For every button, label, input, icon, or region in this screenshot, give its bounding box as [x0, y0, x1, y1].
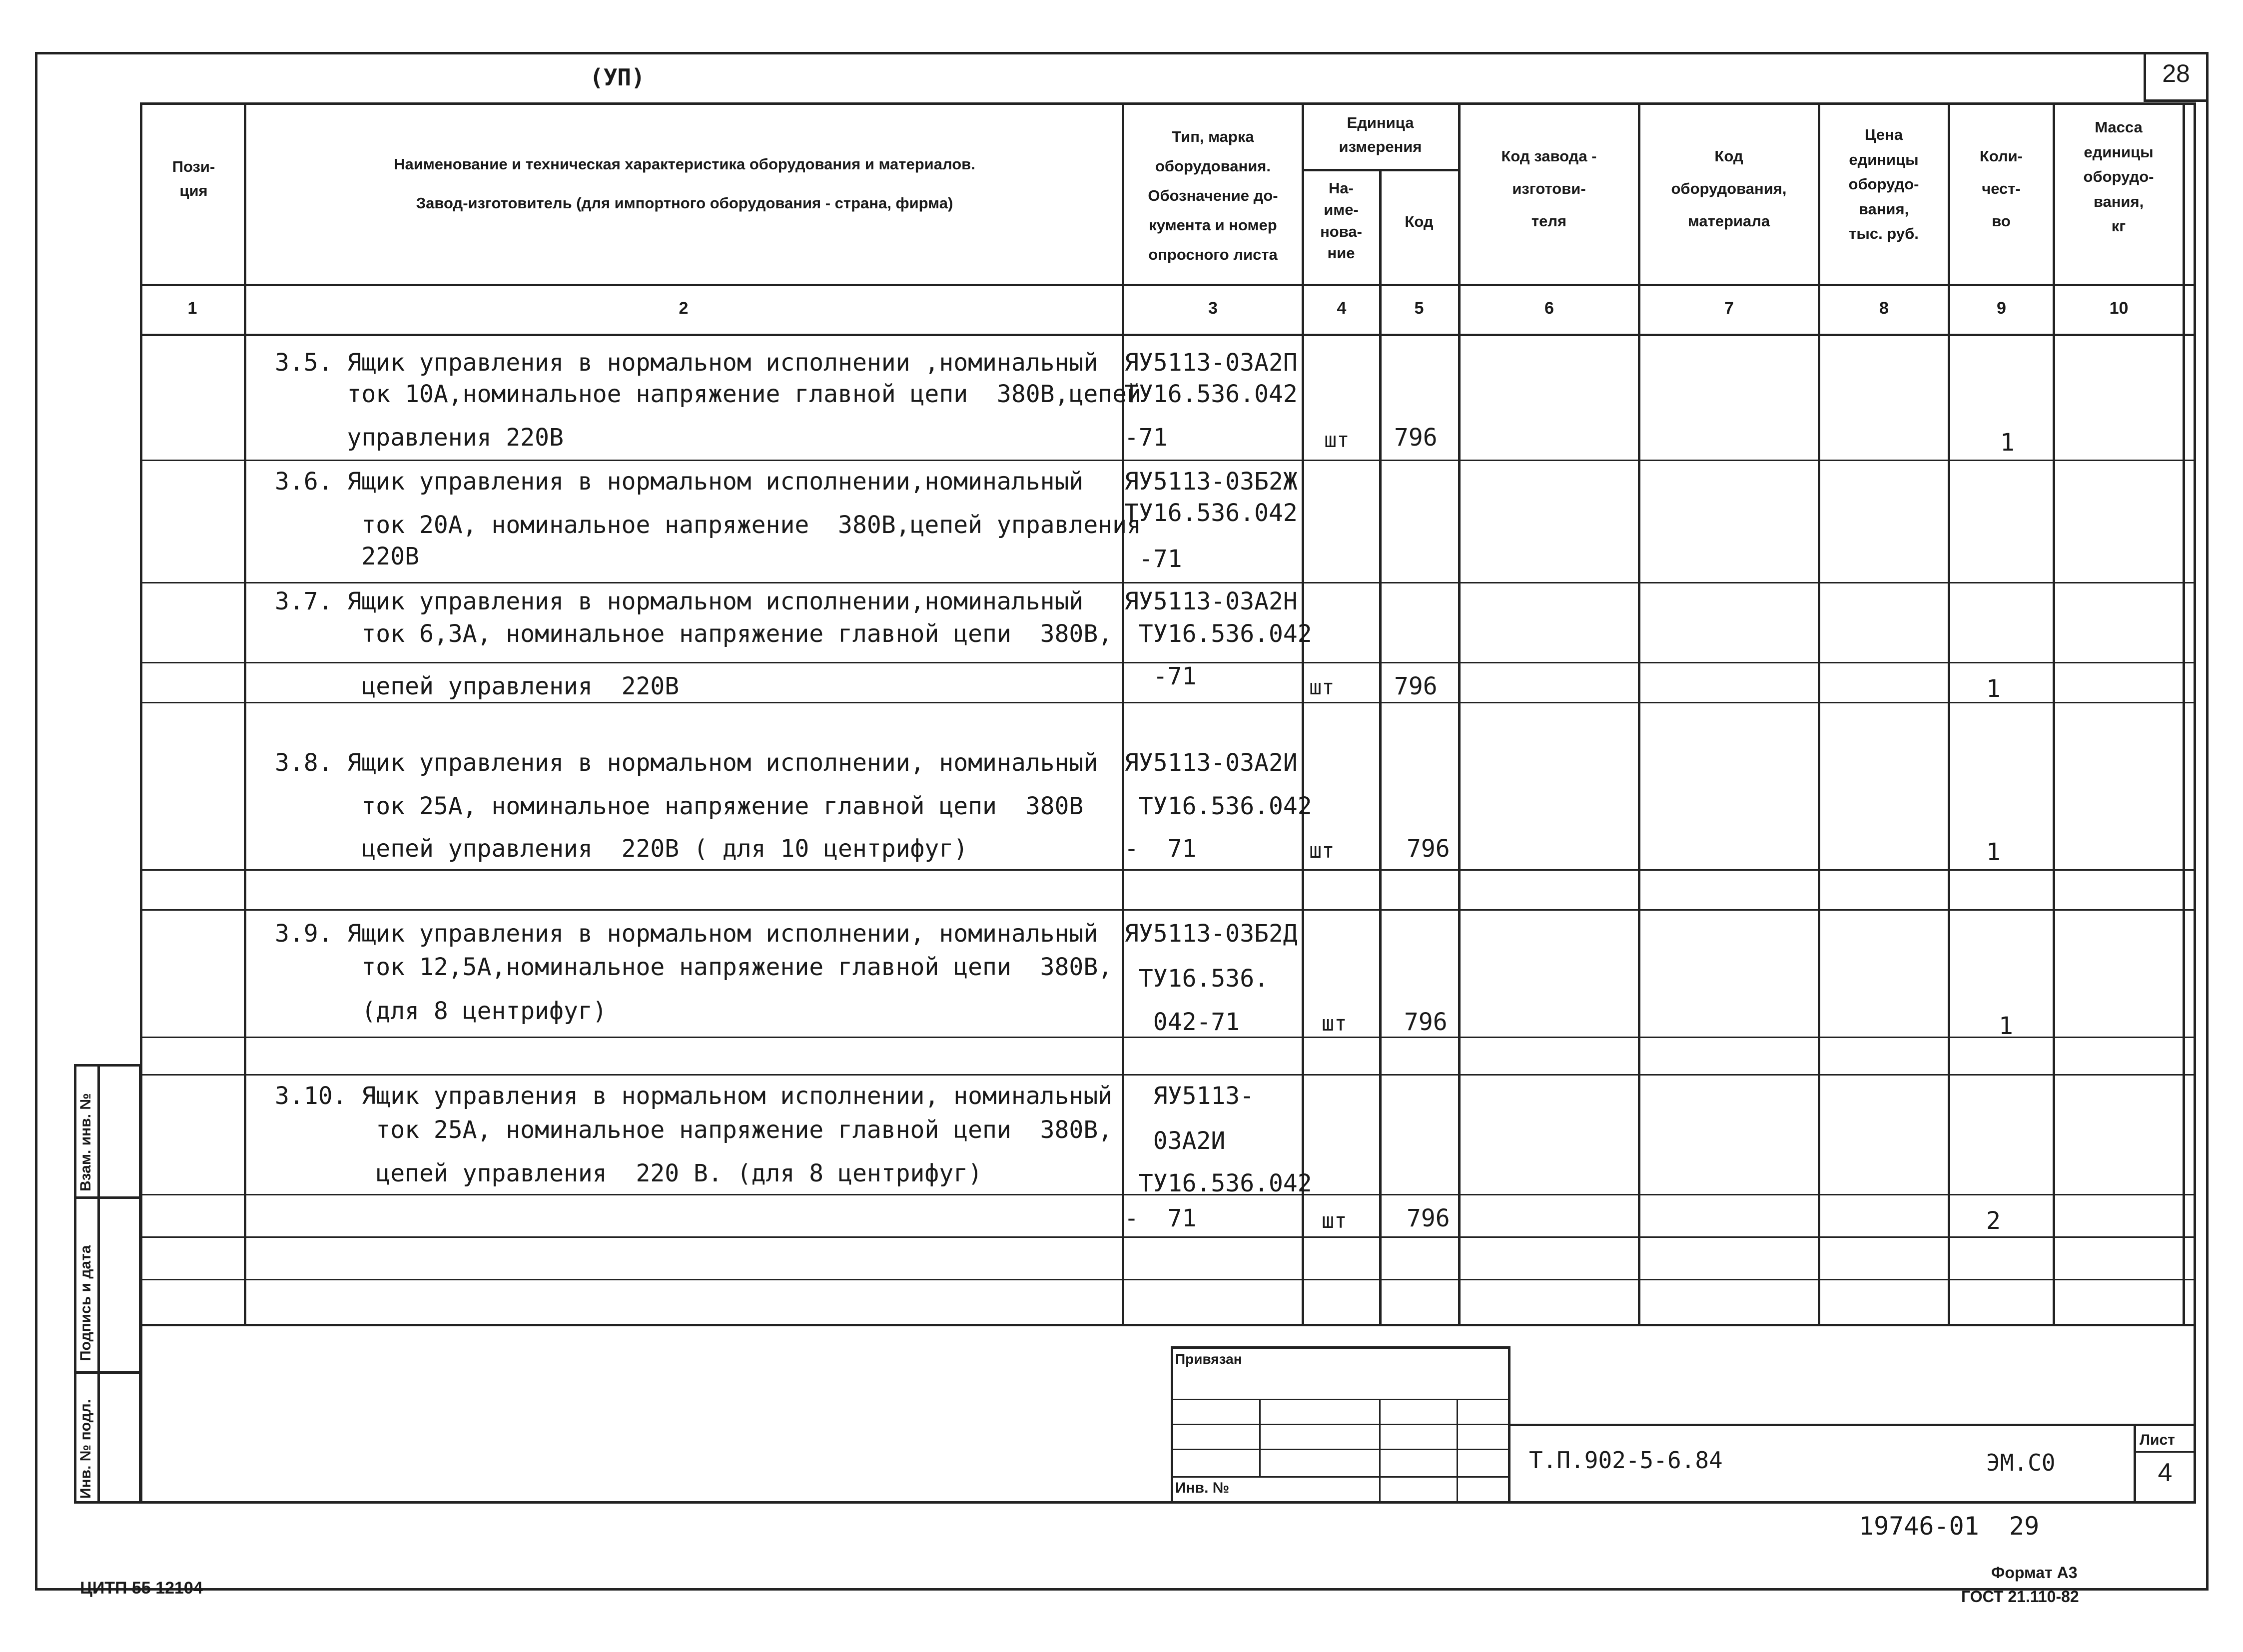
row-type: 03А2И: [1124, 1127, 1226, 1155]
header-bottom-line: [140, 284, 2196, 286]
row-name: управления 220В: [275, 424, 564, 452]
header-equipment-code: Код оборудования, материала: [1671, 147, 1787, 230]
header-factory-code: Код завода - изготови- теля: [1501, 147, 1597, 230]
section-marker: (УП): [590, 64, 645, 91]
row-quantity: 1: [2000, 429, 2015, 457]
row-unit: шт: [1322, 1208, 1347, 1233]
stamp-left-border: [140, 1324, 142, 1503]
header-unit-divider: [1302, 169, 1458, 171]
side-label-inv-podl: Инв. № подл.: [77, 1399, 94, 1499]
row-quantity: 1: [1986, 838, 2001, 866]
row-type: ТУ16.536.042: [1124, 380, 1298, 408]
privyazan-line: [1171, 1476, 1510, 1478]
row-type: ЯУ5113-03Б2Ж: [1124, 468, 1298, 496]
row-line: [140, 702, 2196, 703]
privyazan-label: Привязан: [1175, 1351, 1242, 1367]
privyazan-col: [1379, 1399, 1381, 1504]
row-type: -71: [1124, 424, 1168, 452]
row-line: [140, 1279, 2196, 1280]
row-line: [140, 1074, 2196, 1076]
row-unit: шт: [1309, 838, 1335, 863]
header-position: Пози- ция: [172, 158, 215, 200]
footer-format: Формат А3: [1991, 1564, 2078, 1582]
row-name: ток 6,3А, номинальное напряжение главной цепи 380В,: [275, 620, 1113, 648]
row-name: 3.10. Ящик управления в нормальном исполнении, номинальный: [275, 1082, 1113, 1110]
col-line: [1379, 170, 1382, 1326]
header-price: Цена единицы оборудо- вания, тыс. руб.: [1848, 126, 1919, 243]
doc-mark: ЭМ.С0: [1986, 1449, 2056, 1476]
row-type: -71: [1124, 662, 1197, 690]
privyazan-line: [1171, 1449, 1510, 1450]
row-name: 3.9. Ящик управления в нормальном исполнении, номинальный: [275, 920, 1098, 948]
row-line: [140, 1236, 2196, 1238]
row-name: 3.5. Ящик управления в нормальном исполнении ,номинальный: [275, 349, 1098, 377]
row-unit: шт: [1322, 1011, 1347, 1036]
col-number: 4: [1337, 299, 1347, 318]
row-line: [140, 909, 2196, 911]
row-type: ЯУ5113-03А2П: [1124, 349, 1298, 377]
row-name: ток 12,5А,номинальное напряжение главной цепи 380В,: [275, 953, 1113, 981]
row-unit-code: 796: [1407, 835, 1450, 863]
header-unit-group: Единица измерения: [1339, 114, 1422, 156]
col-number: 3: [1208, 299, 1218, 318]
side-label-vzam: Взам. инв. №: [77, 1093, 94, 1191]
row-type: ТУ16.536.042: [1124, 792, 1312, 820]
row-name: цепей управления 220В ( для 10 центрифуг): [275, 835, 968, 863]
row-unit-code: 796: [1407, 1204, 1450, 1232]
side-strip-divider: [97, 1064, 100, 1504]
header-quantity: Коли- чест- во: [1979, 147, 2023, 230]
footer-gost: ГОСТ 21.110-82: [1961, 1588, 2079, 1606]
row-name: 3.8. Ящик управления в нормальном исполнении, номинальный: [275, 749, 1098, 777]
row-name: ток 25А, номинальное напряжение главной цепи 380В: [275, 792, 1084, 820]
row-type: ТУ16.536.: [1124, 965, 1269, 993]
privyazan-col: [1457, 1399, 1458, 1504]
list-number: 4: [2158, 1458, 2173, 1487]
header-type: Тип, марка оборудования. Обозначение до- кумента и номер опросного листа: [1148, 128, 1278, 263]
row-line: [140, 460, 2196, 461]
row-unit-code: 796: [1404, 1008, 1448, 1036]
privyazan-line: [1171, 1399, 1510, 1400]
row-name: 220В: [275, 543, 419, 570]
row-type: ЯУ5113-: [1124, 1082, 1255, 1110]
header-mass: Масса единицы оборудо- вания, кг: [2083, 118, 2154, 235]
row-name: цепей управления 220 В. (для 8 центрифуг): [275, 1159, 983, 1187]
row-type: ТУ16.536.042: [1124, 499, 1298, 527]
row-line: [140, 869, 2196, 871]
col-number: 6: [1544, 299, 1554, 318]
row-unit-code: 796: [1394, 672, 1438, 700]
col-number: 1: [187, 299, 197, 318]
row-name: 3.6. Ящик управления в нормальном исполнении,номинальный: [275, 468, 1084, 496]
row-type: ЯУ5113-03Б2Д: [1124, 920, 1298, 948]
list-box-line: [2134, 1451, 2196, 1453]
page-number: 28: [2162, 59, 2190, 87]
row-type: -71: [1124, 545, 1182, 573]
inv-no-label: Инв. №: [1175, 1480, 1230, 1496]
privyazan-line: [1171, 1424, 1510, 1425]
col-number: 5: [1414, 299, 1424, 318]
row-type: - 71: [1124, 1204, 1197, 1232]
row-type: ТУ16.536.042: [1124, 1169, 1312, 1197]
number-row-line: [140, 334, 2196, 336]
row-quantity: 1: [1999, 1012, 2013, 1040]
row-name: цепей управления 220В: [275, 672, 680, 700]
row-line: [140, 1037, 2196, 1038]
side-strip-line: [74, 1371, 141, 1374]
row-name: ток 10А,номинальное напряжение главной цепи 380В,цепей: [275, 380, 1141, 408]
header-unit-code: Код: [1405, 213, 1434, 230]
col-number: 10: [2109, 299, 2129, 318]
row-quantity: 1: [1986, 675, 2001, 703]
col-number: 7: [1724, 299, 1734, 318]
row-quantity: 2: [1986, 1207, 2001, 1235]
row-name: 3.7. Ящик управления в нормальном исполнении,номинальный: [275, 587, 1084, 615]
row-unit: шт: [1324, 428, 1350, 452]
row-unit: шт: [1309, 675, 1335, 699]
side-label-podpis: Подпись и дата: [77, 1245, 94, 1361]
header-name: Наименование и техническая характеристика оборудования и материалов. Завод-изготовитель (для импортного оборудования - страна, фирма): [394, 155, 975, 212]
row-line: [140, 582, 2196, 583]
row-type: ЯУ5113-03А2Н: [1124, 587, 1298, 615]
footer-left: ЦИТП 55 12104: [80, 1579, 203, 1598]
row-type: 042-71: [1124, 1008, 1240, 1036]
header-unit-name: На- име- нова- ние: [1320, 179, 1362, 262]
col-number: 8: [1879, 299, 1889, 318]
row-name: (для 8 центрифуг): [275, 997, 607, 1025]
archive-number: 19746-01 29: [1859, 1512, 2040, 1541]
row-name: ток 20А, номинальное напряжение 380В,цепей управления: [275, 511, 1141, 539]
col-number: 2: [679, 299, 689, 318]
row-type: - 71: [1124, 835, 1197, 863]
privyazan-col: [1259, 1399, 1261, 1476]
side-strip-line: [74, 1196, 141, 1199]
doc-code: Т.П.902-5-6.84: [1529, 1447, 1723, 1474]
row-type: ЯУ5113-03А2И: [1124, 749, 1298, 777]
list-label: Лист: [2140, 1432, 2175, 1448]
row-type: ТУ16.536.042: [1124, 620, 1312, 648]
col-number: 9: [1997, 299, 2006, 318]
row-unit-code: 796: [1394, 424, 1438, 452]
table-bottom-line: [140, 1324, 2196, 1326]
row-name: ток 25А, номинальное напряжение главной цепи 380В,: [275, 1116, 1113, 1144]
